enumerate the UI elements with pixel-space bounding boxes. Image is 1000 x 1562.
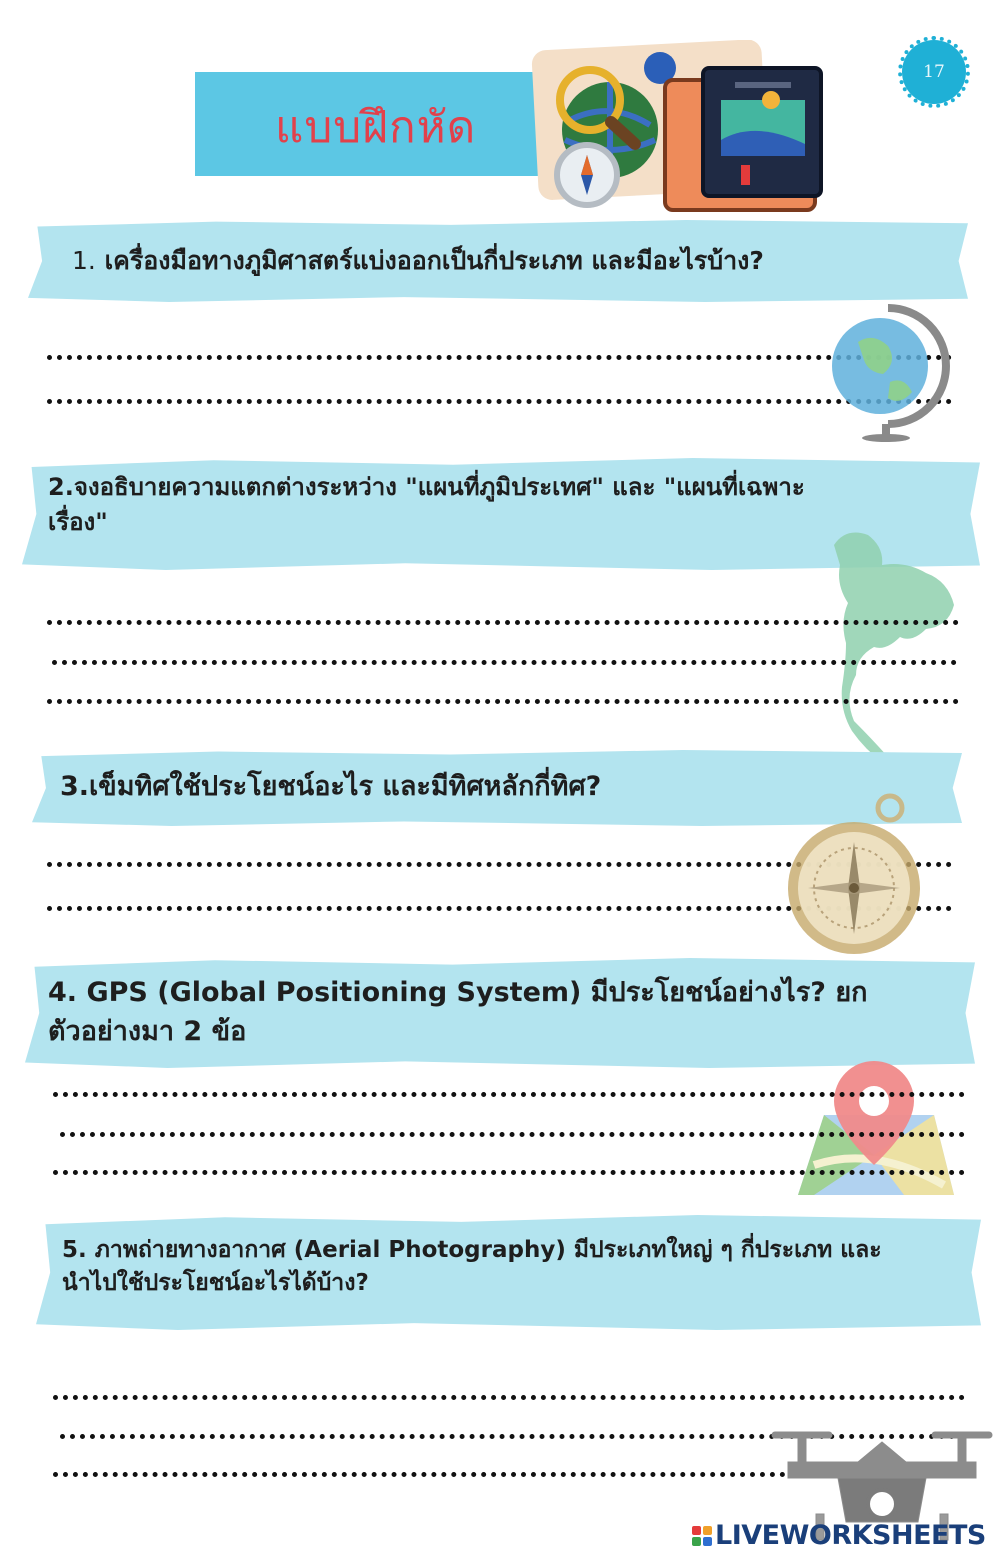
page-number-badge [902, 40, 966, 104]
answer-line-1-2[interactable] [47, 399, 952, 404]
question-5 [62, 1234, 977, 1301]
logo-text: LIVEWORKSHEETS [715, 1520, 986, 1551]
logo-mark-icon [692, 1526, 712, 1546]
liveworksheets-logo[interactable] [692, 1520, 986, 1551]
page-title: แบบฝึกหัด [275, 102, 477, 153]
question-1 [72, 243, 764, 279]
answer-line-2-3[interactable] [47, 699, 959, 704]
page-number: 17 [923, 62, 945, 82]
question-4-line-2: ตัวอย่างมา 2 ข้อ [48, 1016, 247, 1048]
map-pin-icon [794, 1055, 959, 1205]
question-5-line-2: นำไปใช้ประโยชน์อะไรได้บ้าง? [62, 1270, 369, 1297]
question-3 [60, 767, 601, 806]
question-3-text: 3.เข็มทิศใช้ประโยชน์อะไร และมีทิศหลักกี่ทิศ? [60, 771, 602, 802]
answer-line-4-1[interactable] [53, 1092, 965, 1097]
question-5-line-1: 5. ภาพถ่ายทางอากาศ (Aerial Photography) มีประเภทใหญ่ ๆ กี่ประเภท และ [62, 1237, 882, 1263]
compass-icon [782, 792, 932, 960]
thailand-map-icon [826, 525, 960, 770]
answer-line-2-2[interactable] [52, 660, 957, 665]
answer-line-4-3[interactable] [53, 1170, 965, 1175]
question-4-line-1: 4. GPS (Global Positioning System) มีประโยชน์อย่างไร? ยก [48, 977, 868, 1008]
answer-line-1-1[interactable] [47, 355, 952, 360]
globe-icon [828, 302, 956, 442]
answer-line-2-1[interactable] [47, 620, 959, 625]
answer-line-4-2[interactable] [60, 1132, 965, 1137]
question-1-text: เครื่องมือทางภูมิศาสตร์แบ่งออกเป็นกี่ประเภท และมีอะไรบ้าง? [104, 246, 764, 275]
map-books-illustration [525, 40, 830, 215]
question-1-number: 1. [72, 246, 96, 275]
question-4 [48, 973, 948, 1051]
answer-line-5-1[interactable] [53, 1395, 965, 1400]
question-2-line-2: เรื่อง" [48, 507, 108, 536]
question-2-line-1: 2.จงอธิบายความแตกต่างระหว่าง "แผนที่ภูมิประเทศ" และ "แผนที่เฉพาะ [48, 473, 805, 501]
